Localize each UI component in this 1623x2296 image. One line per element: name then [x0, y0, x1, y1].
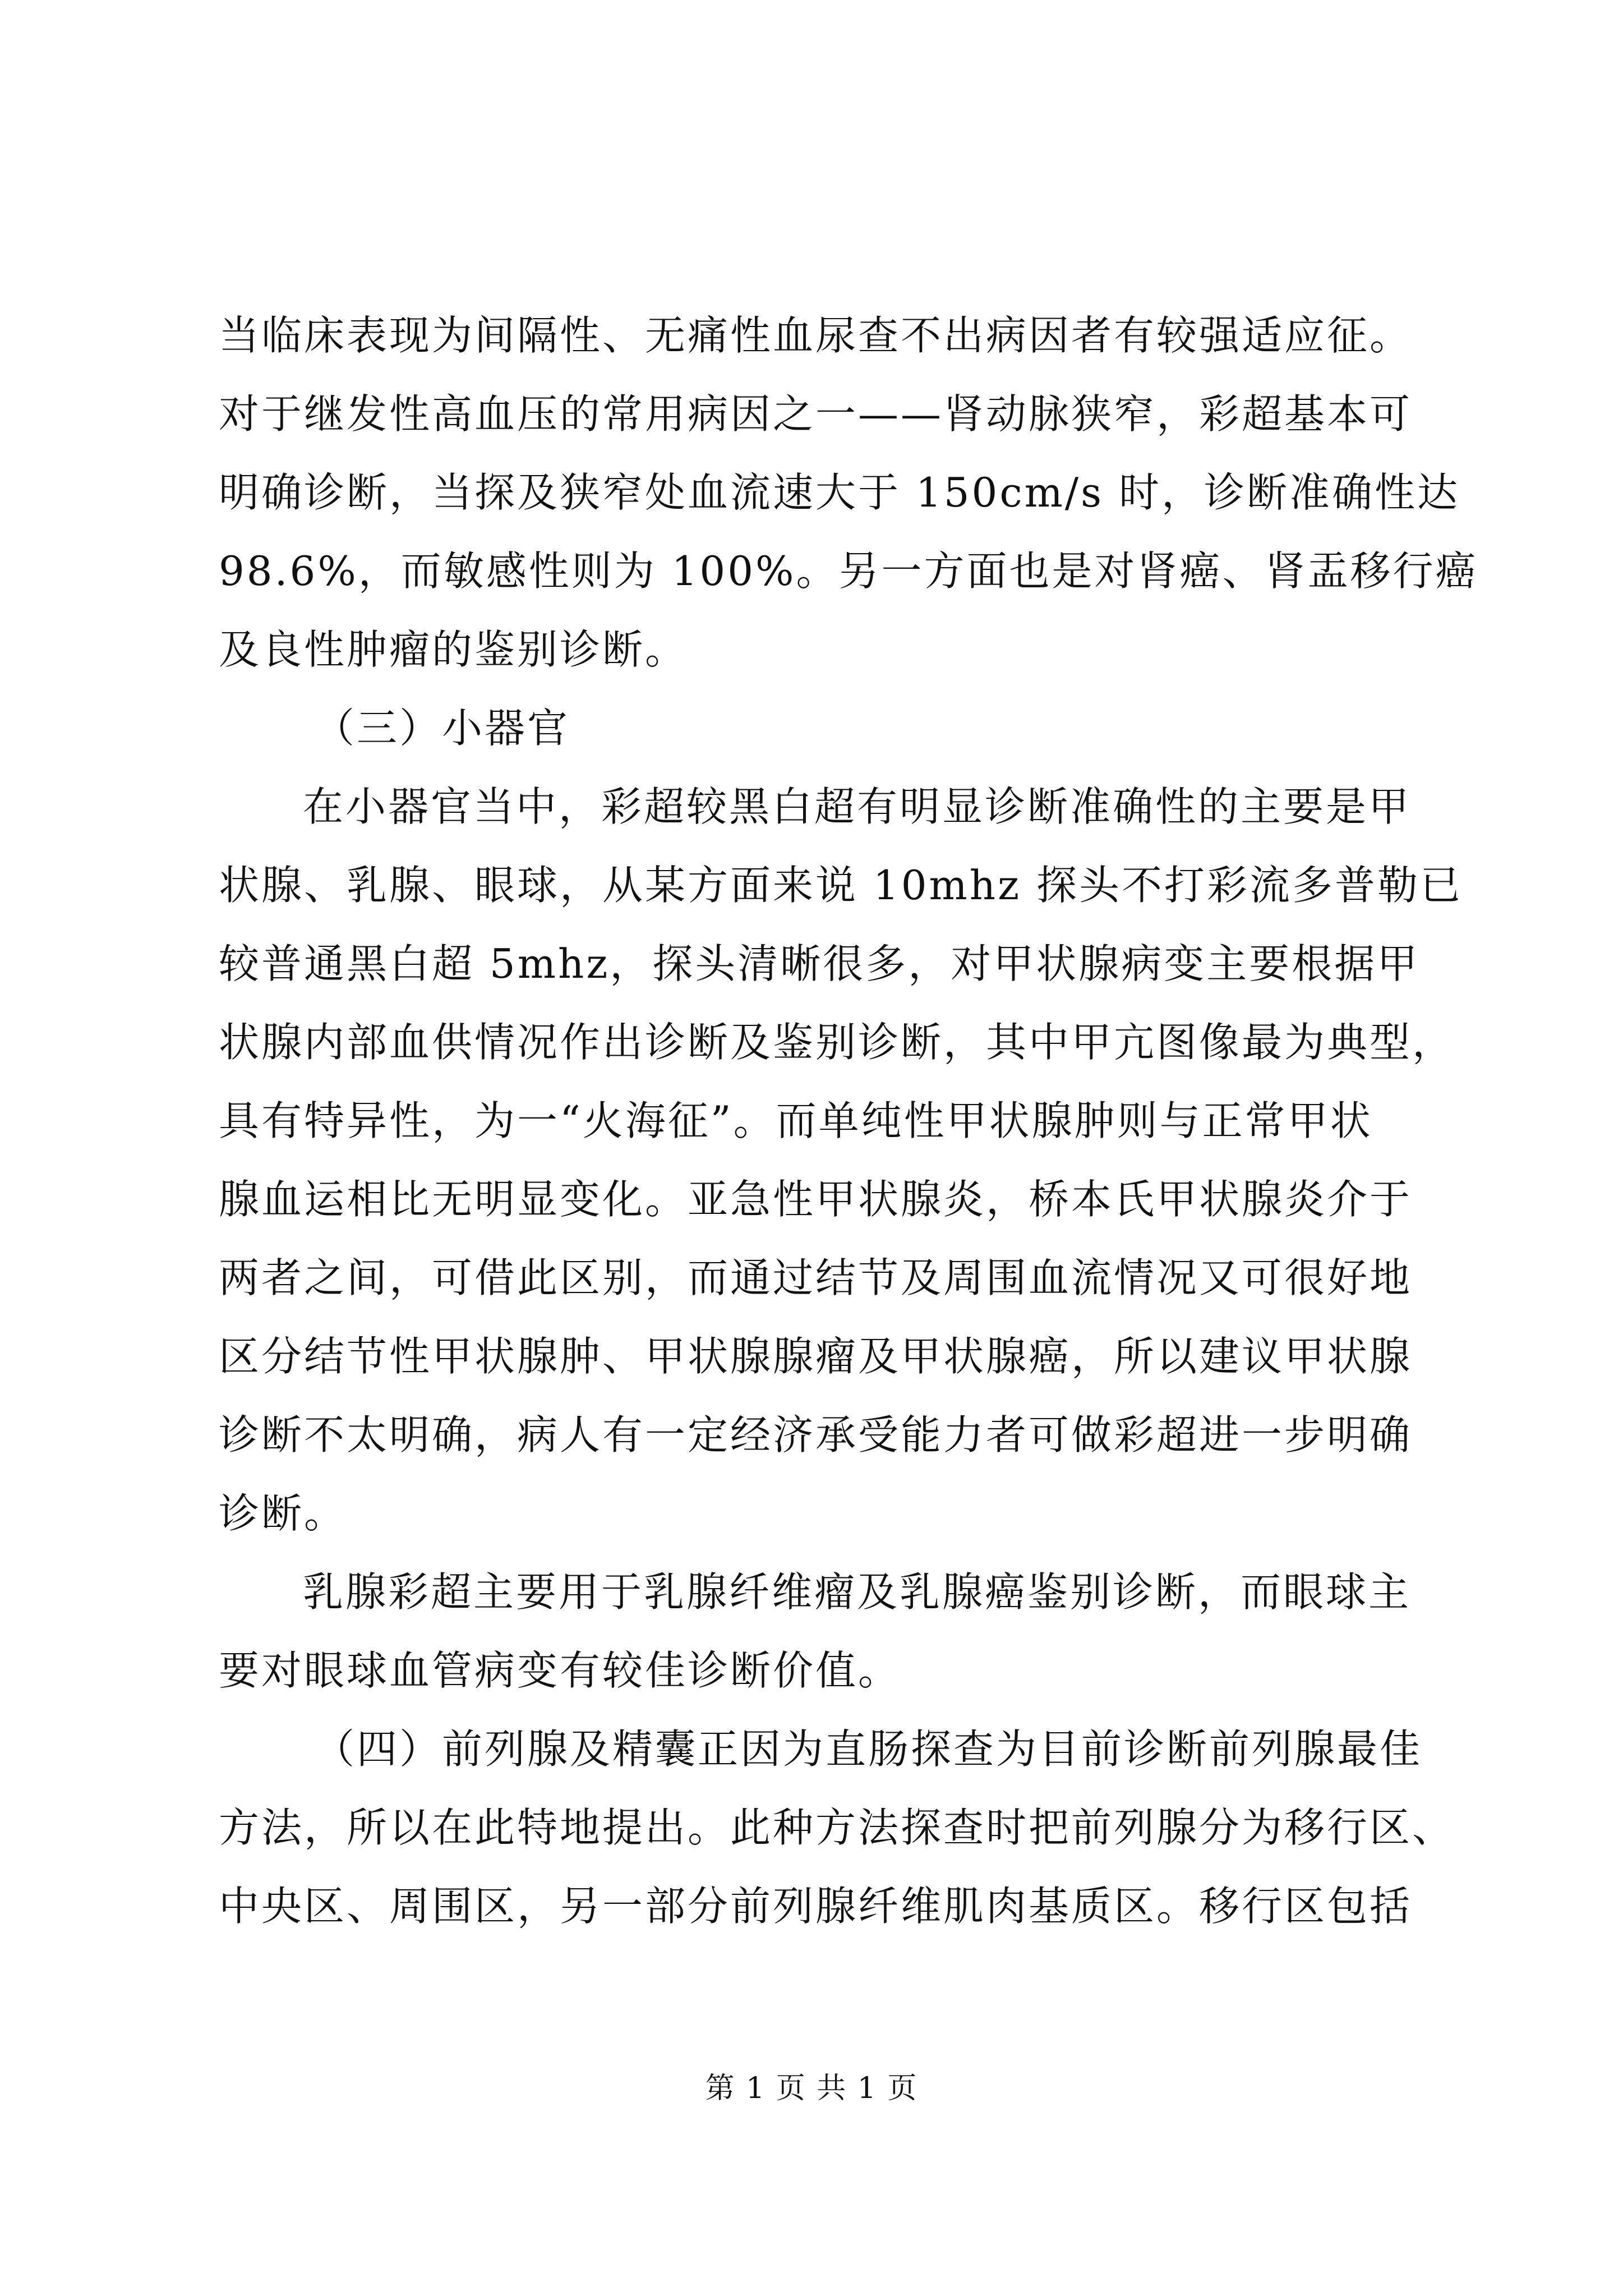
text-line-13: 两者之间，可借此区别，而通过结节及周围血流情况又可很好地 — [219, 1254, 1413, 1301]
text-line-15: 诊断不太明确，病人有一定经济承受能力者可做彩超进一步明确 — [219, 1411, 1413, 1458]
text-line-9: 较普通黑白超 5mhz，探头清晰很多，对甲状腺病变主要根据甲 — [219, 940, 1420, 987]
text-line-11: 具有特异性，为一“火海征”。而单纯性甲状腺肿则与正常甲状 — [219, 1097, 1373, 1144]
text-line-16: 诊断。 — [219, 1490, 347, 1537]
text-line-21: 中央区、周围区，另一部分前列腺纤维肌肉基质区。移行区包括 — [219, 1883, 1413, 1930]
text-line-1: 当临床表现为间隔性、无痛性血尿查不出病因者有较强适应征。 — [219, 312, 1413, 359]
text-line-20: 方法，所以在此特地提出。此种方法探查时把前列腺分为移行区、 — [219, 1804, 1455, 1851]
text-line-18: 要对眼球血管病变有较佳诊断价值。 — [219, 1647, 901, 1694]
text-line-4: 98.6%，而敏感性则为 100%。另一方面也是对肾癌、肾盂移行癌 — [219, 547, 1478, 595]
text-line-14: 区分结节性甲状腺肿、甲状腺腺瘤及甲状腺癌，所以建议甲状腺 — [219, 1333, 1413, 1380]
text-line-12: 腺血运相比无明显变化。亚急性甲状腺炎，桥本氏甲状腺炎介于 — [219, 1176, 1413, 1223]
text-line-8: 状腺、乳腺、眼球，从某方面来说 10mhz 探头不打彩流多普勒已 — [219, 862, 1463, 909]
text-line-10: 状腺内部血供情况作出诊断及鉴别诊断，其中甲亢图像最为典型， — [219, 1019, 1455, 1066]
text-line-2: 对于继发性高血压的常用病因之一——肾动脉狭窄，彩超基本可 — [219, 390, 1413, 438]
text-line-17: 乳腺彩超主要用于乳腺纤维瘤及乳腺癌鉴别诊断，而眼球主 — [303, 1568, 1412, 1616]
section-heading-small-organs: （三）小器官 — [314, 705, 570, 752]
page-footer: 第 1 页 共 1 页 — [705, 2072, 918, 2105]
text-line-5: 及良性肿瘤的鉴别诊断。 — [219, 626, 688, 673]
text-line-3: 明确诊断，当探及狭窄处血流速大于 150cm/s 时，诊断准确性达 — [219, 469, 1460, 516]
section-heading-prostate: （四）前列腺及精囊正因为直肠探查为目前诊断前列腺最佳 — [314, 1726, 1423, 1773]
text-line-7: 在小器官当中，彩超较黑白超有明显诊断准确性的主要是甲 — [303, 783, 1412, 830]
